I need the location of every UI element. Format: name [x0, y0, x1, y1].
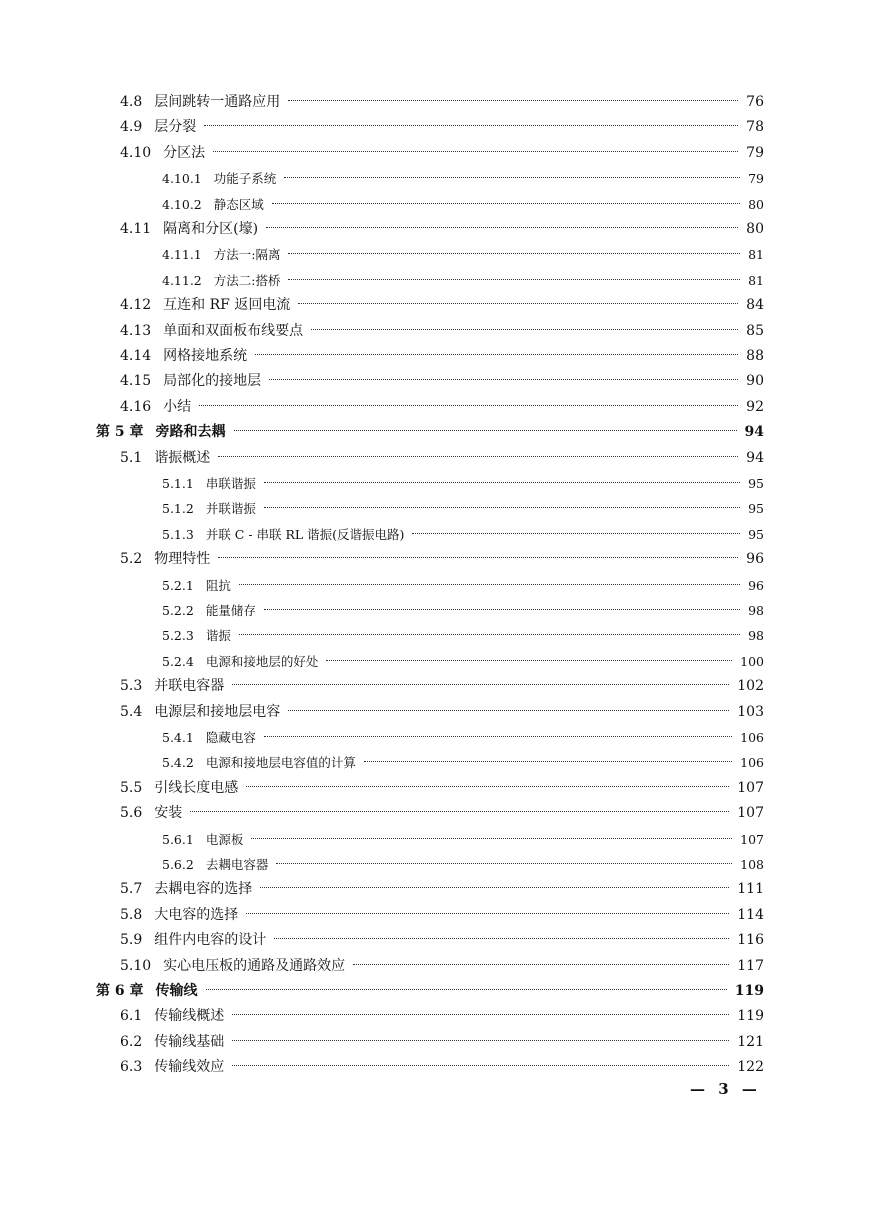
- toc-entry-page: 107: [737, 805, 764, 822]
- toc-entry-title: 安装: [154, 805, 183, 822]
- toc-entry: [120, 700, 764, 725]
- toc-entry-page: 81: [748, 272, 764, 288]
- toc-dot-leader: [326, 660, 732, 661]
- toc-entry-number: 5.6: [120, 805, 143, 822]
- toc-dot-leader: [269, 379, 738, 380]
- toc-entry: [162, 471, 764, 496]
- toc-entry-title: 功能子系统: [213, 171, 277, 187]
- toc-entry-title: 谐振概述: [154, 449, 211, 466]
- toc-entry: [162, 623, 764, 648]
- toc-dot-leader: [190, 811, 729, 812]
- toc-entry-number: 4.16: [120, 398, 152, 415]
- toc-entry: [120, 1030, 764, 1055]
- toc-entry-title: 隐藏电容: [205, 730, 256, 745]
- toc-dot-leader: [246, 913, 729, 914]
- toc-entry-number: 5.2.2: [162, 603, 194, 618]
- toc-entry: [162, 852, 764, 877]
- toc-dot-leader: [213, 151, 738, 152]
- toc-entry-page: 107: [740, 831, 764, 847]
- toc-entry-number: 4.12: [120, 297, 152, 314]
- toc-entry: [120, 1004, 764, 1029]
- toc-entry-page: 103: [737, 703, 764, 720]
- toc-entry-number: 5.2.1: [162, 577, 194, 593]
- toc-entry-title: 网格接地系统: [163, 348, 248, 364]
- toc-entry-title: 大电容的选择: [154, 906, 239, 923]
- toc-entry-title: 谐振: [205, 628, 231, 644]
- toc-entry: [162, 192, 764, 217]
- toc-entry-page: 95: [748, 526, 764, 542]
- toc-entry-page: 79: [746, 144, 764, 161]
- toc-entry-title: 静态区域: [213, 196, 264, 212]
- toc-entry-title: 并联电容器: [154, 678, 225, 695]
- toc-entry: [96, 420, 764, 445]
- toc-entry-page: 122: [737, 1059, 764, 1076]
- toc-entry-title: 电源层和接地层电容: [154, 703, 281, 720]
- toc-entry-number: 5.6.2: [162, 857, 194, 872]
- toc-entry-number: 5.10: [120, 957, 152, 974]
- toc-entry: [162, 268, 764, 293]
- toc-entry-title: 方法二:搭桥: [213, 272, 281, 288]
- toc-dot-leader: [232, 1040, 729, 1041]
- toc-entry: [120, 877, 764, 902]
- toc-entry: [120, 141, 764, 166]
- toc-entry-page: 96: [748, 577, 764, 593]
- toc-entry-number: 4.13: [120, 322, 152, 339]
- toc-entry-title: 小结: [163, 398, 192, 415]
- toc-entry-number: 4.9: [120, 119, 143, 136]
- toc-entry-number: 5.4: [120, 703, 143, 720]
- toc-entry-page: 119: [734, 983, 764, 999]
- toc-dot-leader: [218, 557, 738, 558]
- toc-entry-title: 去耦电容器: [205, 857, 269, 872]
- toc-dot-leader: [204, 125, 738, 126]
- toc-entry-page: 79: [748, 171, 764, 187]
- toc-entry: [162, 750, 764, 775]
- toc-entry: [120, 674, 764, 699]
- toc-entry-page: 84: [746, 297, 764, 314]
- toc-entry-number: 5.1.2: [162, 501, 194, 517]
- toc-entry-title: 去耦电容的选择: [154, 881, 253, 898]
- toc-entry-page: 95: [748, 501, 764, 517]
- toc-dot-leader: [232, 1065, 729, 1066]
- toc-entry-page: 102: [737, 678, 764, 695]
- toc-dot-leader: [272, 203, 740, 204]
- toc-entry-title: 串联谐振: [205, 476, 256, 491]
- toc-entry-number: 4.11.2: [162, 272, 202, 288]
- toc-entry-page: 106: [740, 730, 764, 745]
- toc-dot-leader: [255, 354, 738, 355]
- toc-entry-page: 94: [746, 449, 764, 466]
- toc-entry-page: 96: [746, 551, 764, 568]
- toc-dot-leader: [264, 482, 740, 483]
- toc-entry-title: 局部化的接地层: [163, 373, 262, 390]
- toc-entry-title: 方法一:隔离: [213, 247, 281, 263]
- toc-entry-title: 层间跳转一通路应用: [154, 94, 281, 110]
- toc-dot-leader: [260, 887, 729, 888]
- toc-entry: [162, 242, 764, 267]
- toc-dot-leader: [288, 279, 740, 280]
- toc-entry-title: 分区法: [163, 144, 206, 161]
- toc-entry: [120, 369, 764, 394]
- toc-entry-title: 单面和双面板布线要点: [163, 322, 304, 339]
- toc-entry-number: 第 5 章: [96, 424, 144, 441]
- toc-dot-leader: [232, 1014, 729, 1015]
- toc-entry-page: 117: [737, 957, 764, 974]
- toc-entry-title: 组件内电容的设计: [154, 932, 267, 949]
- toc-entry-number: 5.1: [120, 449, 143, 466]
- toc-entry-number: 5.8: [120, 906, 143, 923]
- toc-dot-leader: [412, 533, 740, 534]
- toc-entry-title: 传输线概述: [154, 1008, 225, 1025]
- toc-entry-number: 5.1.3: [162, 526, 194, 542]
- toc-entry: [120, 547, 764, 572]
- toc-entry: [162, 573, 764, 598]
- toc-entry-number: 6.2: [120, 1033, 143, 1050]
- toc-entry-page: 80: [748, 196, 764, 212]
- toc-dot-leader: [364, 761, 732, 762]
- toc-entry-page: 92: [746, 398, 764, 415]
- toc-entry-number: 5.9: [120, 932, 143, 949]
- toc-entry-title: 传输线效应: [154, 1059, 225, 1076]
- toc-dot-leader: [266, 227, 738, 228]
- toc-entry-page: 119: [737, 1008, 764, 1025]
- toc-entry: [120, 90, 764, 115]
- toc-entry: [120, 928, 764, 953]
- toc-dot-leader: [206, 989, 727, 990]
- toc-entry-number: 5.4.2: [162, 755, 194, 771]
- toc-entry: [120, 446, 764, 471]
- toc-dot-leader: [353, 964, 729, 965]
- toc-entry: [96, 979, 764, 1004]
- toc-entry-page: 98: [748, 628, 764, 644]
- toc-entry: [162, 598, 764, 623]
- toc-entry-title: 隔离和分区(壕): [163, 221, 259, 237]
- toc-entry-number: 第 6 章: [96, 983, 144, 999]
- toc-entry-page: 121: [737, 1033, 764, 1050]
- toc-entry-page: 111: [737, 881, 764, 898]
- toc-entry-title: 电源和接地层电容值的计算: [205, 755, 356, 771]
- toc-entry: [162, 649, 764, 674]
- toc-entry-number: 4.8: [120, 94, 143, 110]
- toc-dot-leader: [284, 177, 740, 178]
- toc-entry-page: 116: [737, 932, 764, 949]
- toc-entry: [120, 954, 764, 979]
- toc-entry: [120, 395, 764, 420]
- toc-entry-page: 100: [740, 653, 764, 669]
- toc-entry-number: 5.1.1: [162, 476, 194, 491]
- toc-entry-title: 并联 C - 串联 RL 谐振(反谐振电路): [205, 526, 405, 542]
- toc-entry-title: 传输线基础: [154, 1033, 225, 1050]
- toc-entry-title: 阻抗: [205, 577, 231, 593]
- toc-entry-number: 5.7: [120, 881, 143, 898]
- toc-dot-leader: [264, 609, 740, 610]
- toc-entry-page: 114: [737, 906, 764, 923]
- toc-entry-page: 76: [746, 94, 764, 110]
- toc-entry: [162, 496, 764, 521]
- toc-dot-leader: [246, 786, 729, 787]
- toc-entry-page: 80: [746, 221, 764, 237]
- toc-entry-number: 4.15: [120, 373, 152, 390]
- toc-entry-number: 4.10: [120, 144, 152, 161]
- toc-entry: [120, 801, 764, 826]
- toc-dot-leader: [239, 634, 740, 635]
- toc-entry-number: 4.10.2: [162, 196, 202, 212]
- toc-entry-number: 6.3: [120, 1059, 143, 1076]
- toc-entry-title: 物理特性: [154, 551, 211, 568]
- toc-entry-title: 电源板: [205, 831, 244, 847]
- toc-dot-leader: [218, 456, 738, 457]
- toc-entry-page: 81: [748, 247, 764, 263]
- toc-entry: [120, 217, 764, 242]
- toc-dot-leader: [264, 736, 732, 737]
- page-number: — 3 —: [690, 1080, 761, 1098]
- toc-entry-number: 5.4.1: [162, 730, 194, 745]
- toc-entry-number: 5.2.3: [162, 628, 194, 644]
- toc-entry: [162, 725, 764, 750]
- toc-dot-leader: [264, 507, 740, 508]
- toc-dot-leader: [274, 938, 729, 939]
- toc-entry-number: 4.14: [120, 348, 152, 364]
- toc-entry-title: 旁路和去耦: [155, 424, 226, 441]
- toc-entry-number: 5.3: [120, 678, 143, 695]
- toc-dot-leader: [276, 863, 732, 864]
- toc-dot-leader: [232, 684, 729, 685]
- toc-entry-page: 106: [740, 755, 764, 771]
- toc-entry-page: 85: [746, 322, 764, 339]
- toc-entry-page: 90: [746, 373, 764, 390]
- toc-entry-title: 并联谐振: [205, 501, 256, 517]
- toc-entry-page: 107: [737, 779, 764, 796]
- toc-entry-title: 引线长度电感: [154, 779, 239, 796]
- toc-entry: [120, 293, 764, 318]
- toc-entry-page: 94: [744, 424, 764, 441]
- toc-dot-leader: [298, 303, 738, 304]
- toc-entry-title: 电源和接地层的好处: [205, 653, 319, 669]
- toc-dot-leader: [199, 405, 738, 406]
- toc-entry: [162, 166, 764, 191]
- toc-dot-leader: [288, 253, 740, 254]
- toc-entry-number: 6.1: [120, 1008, 143, 1025]
- toc-entry-number: 4.11: [120, 221, 152, 237]
- toc-dot-leader: [239, 584, 740, 585]
- toc-dot-leader: [311, 329, 738, 330]
- toc-entry-number: 5.5: [120, 779, 143, 796]
- toc-entry-page: 88: [746, 348, 764, 364]
- toc-entry-title: 传输线: [155, 983, 198, 999]
- toc-entry-number: 5.2: [120, 551, 143, 568]
- toc-entry-page: 108: [740, 857, 764, 872]
- toc-entry-number: 4.11.1: [162, 247, 202, 263]
- toc-entry: [120, 344, 764, 369]
- toc-entry-title: 能量储存: [205, 603, 256, 618]
- toc-entry: [120, 115, 764, 140]
- toc-entry: [162, 827, 764, 852]
- toc-entry: [120, 319, 764, 344]
- toc-entry: [120, 776, 764, 801]
- toc-entry-number: 4.10.1: [162, 171, 202, 187]
- toc-entry: [162, 522, 764, 547]
- toc-dot-leader: [234, 430, 737, 431]
- toc-entry-number: 5.2.4: [162, 653, 194, 669]
- toc-entry-page: 95: [748, 476, 764, 491]
- toc-entry: [120, 1055, 764, 1080]
- toc-entry-number: 5.6.1: [162, 831, 194, 847]
- toc-dot-leader: [288, 100, 738, 101]
- toc-entry-title: 实心电压板的通路及通路效应: [163, 957, 346, 974]
- toc-dot-leader: [288, 710, 729, 711]
- toc-entry-title: 层分裂: [154, 119, 197, 136]
- toc-entry-title: 互连和 RF 返回电流: [163, 297, 291, 314]
- toc-entry-page: 78: [746, 119, 764, 136]
- toc-entry: [120, 903, 764, 928]
- toc-entry-page: 98: [748, 603, 764, 618]
- toc-dot-leader: [251, 838, 732, 839]
